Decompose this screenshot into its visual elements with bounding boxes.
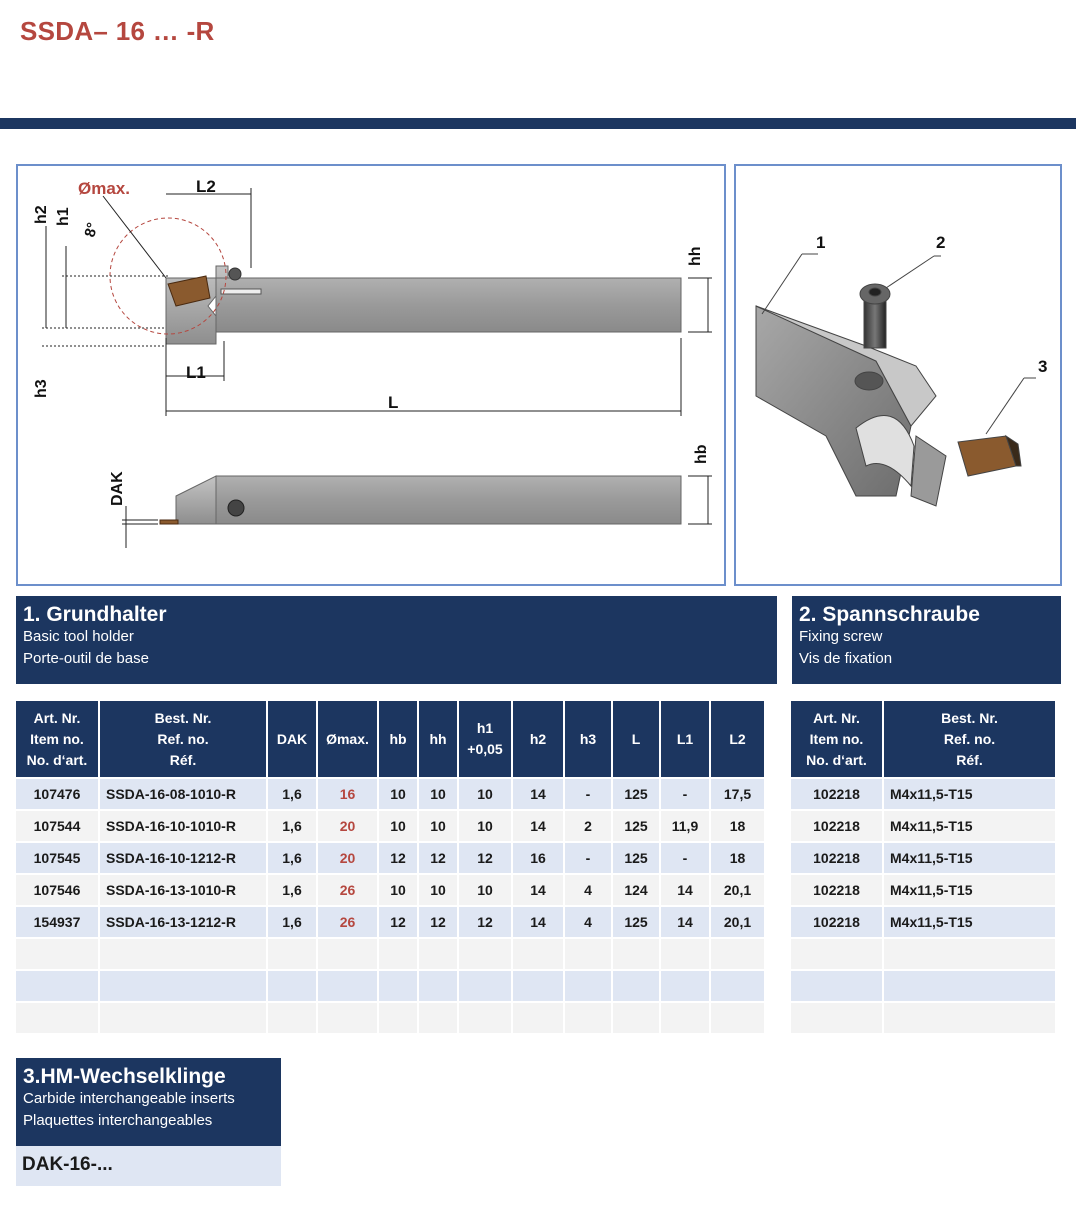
column-header xyxy=(16,701,98,777)
section-3-sub-fr: Plaquettes interchangeables xyxy=(23,1112,213,1129)
table-cell: 125 xyxy=(613,843,659,873)
table-cell xyxy=(379,1003,417,1033)
label-angle: 8° xyxy=(81,220,102,240)
table-cell: 102218 xyxy=(791,779,882,809)
table-cell xyxy=(613,1003,659,1033)
column-header-line: DAK xyxy=(276,730,308,747)
table-cell: - xyxy=(565,843,611,873)
column-header-line: h2 xyxy=(529,730,547,747)
table-cell: 12 xyxy=(419,843,457,873)
section-1-heading: 1. Grundhalter xyxy=(23,603,167,626)
table-cell xyxy=(711,939,764,969)
label-h2: h2 xyxy=(33,205,50,224)
table-cell: 124 xyxy=(613,875,659,905)
table-cell xyxy=(565,971,611,1001)
table-row xyxy=(16,907,764,937)
table-cell: 14 xyxy=(661,907,709,937)
column-header xyxy=(419,701,457,777)
column-header-line: +0,05 xyxy=(467,741,503,757)
column-header-line: No. d‘art. xyxy=(26,751,88,768)
table-row xyxy=(791,971,1055,1001)
table-row xyxy=(791,811,1055,841)
table-cell: M4x11,5-T15 xyxy=(884,875,1055,905)
table-cell xyxy=(419,939,457,969)
header-rule xyxy=(0,118,1076,129)
table-cell: 12 xyxy=(459,907,511,937)
section-2-sub-fr: Vis de fixation xyxy=(799,650,893,667)
callout-2: 2 xyxy=(936,233,946,252)
table-cell: SSDA-16-08-1010-R xyxy=(100,779,266,809)
table-cell: 10 xyxy=(459,811,511,841)
table-cell xyxy=(419,1003,457,1033)
table-cell: 14 xyxy=(513,811,563,841)
table-cell xyxy=(565,939,611,969)
column-header-line: Item no. xyxy=(809,730,864,747)
table-cell xyxy=(16,971,98,1001)
label-L2: L2 xyxy=(196,177,216,196)
table-cell xyxy=(100,1003,266,1033)
label-hh: hh xyxy=(687,246,704,266)
table-cell xyxy=(613,971,659,1001)
column-header-line: hh xyxy=(429,730,447,747)
table-cell xyxy=(791,939,882,969)
table-cell: 12 xyxy=(419,907,457,937)
column-header-line: No. d‘art. xyxy=(806,751,867,768)
table-cell xyxy=(268,939,316,969)
table-cell: - xyxy=(565,779,611,809)
label-omax: Ømax. xyxy=(78,179,130,198)
technical-drawing xyxy=(18,166,724,584)
table-cell: - xyxy=(661,779,709,809)
callout-3: 3 xyxy=(1038,357,1048,376)
label-L1: L1 xyxy=(186,363,206,382)
table-row xyxy=(16,875,764,905)
table-row xyxy=(16,971,764,1001)
table-cell: 18 xyxy=(711,811,764,841)
table-cell: 107545 xyxy=(16,843,98,873)
table-cell: 12 xyxy=(379,843,417,873)
label-h1: h1 xyxy=(55,207,72,226)
section-fixing-screw xyxy=(792,596,1061,684)
table-cell: M4x11,5-T15 xyxy=(884,779,1055,809)
table-cell xyxy=(711,971,764,1001)
section-2-heading: 2. Spannschraube xyxy=(799,603,980,626)
table-cell: 11,9 xyxy=(661,811,709,841)
table-cell xyxy=(791,971,882,1001)
table-cell: 102218 xyxy=(791,811,882,841)
table-cell: 10 xyxy=(419,875,457,905)
section-1-sub-en: Basic tool holder xyxy=(23,628,134,645)
table-cell: M4x11,5-T15 xyxy=(884,811,1055,841)
label-h3: h3 xyxy=(33,379,50,398)
table-cell: 107476 xyxy=(16,779,98,809)
page-title: SSDA– 16 … -R xyxy=(20,16,215,46)
table-cell: M4x11,5-T15 xyxy=(884,843,1055,873)
column-header xyxy=(459,701,511,777)
section-3-heading: 3.HM-Wechselklinge xyxy=(23,1065,226,1088)
table-row xyxy=(16,779,764,809)
column-header xyxy=(513,701,563,777)
column-header-line: Ref. no. xyxy=(157,730,209,747)
column-header-line: Item no. xyxy=(30,730,84,747)
table-cell: 10 xyxy=(379,811,417,841)
column-header xyxy=(613,701,659,777)
fixing-screw-table xyxy=(789,699,1057,1035)
table-row xyxy=(791,907,1055,937)
table-row xyxy=(791,1003,1055,1033)
section-basic-tool-holder xyxy=(16,596,777,684)
table-cell xyxy=(513,939,563,969)
table-cell: 102218 xyxy=(791,907,882,937)
column-header xyxy=(379,701,417,777)
table-cell: 10 xyxy=(379,875,417,905)
table-cell: 10 xyxy=(419,779,457,809)
column-header-line: L1 xyxy=(676,730,694,747)
table-cell: 12 xyxy=(459,843,511,873)
table-row xyxy=(16,843,764,873)
table-cell xyxy=(459,971,511,1001)
column-header xyxy=(711,701,764,777)
table-cell: 4 xyxy=(565,907,611,937)
table-cell xyxy=(419,971,457,1001)
column-header xyxy=(661,701,709,777)
table-cell: 154937 xyxy=(16,907,98,937)
table-cell xyxy=(565,1003,611,1033)
table-cell: 18 xyxy=(711,843,764,873)
table-cell: 107546 xyxy=(16,875,98,905)
table-cell: 10 xyxy=(379,779,417,809)
table-cell: 20,1 xyxy=(711,875,764,905)
table-cell xyxy=(513,971,563,1001)
column-header xyxy=(100,701,266,777)
table-cell xyxy=(884,939,1055,969)
table-cell xyxy=(268,971,316,1001)
table-cell: 102218 xyxy=(791,875,882,905)
table-cell xyxy=(661,939,709,969)
table-cell xyxy=(100,971,266,1001)
table-cell xyxy=(459,1003,511,1033)
table-cell: 14 xyxy=(513,907,563,937)
column-header-line: hb xyxy=(389,730,407,747)
section-2-sub-en: Fixing screw xyxy=(799,628,883,645)
table-cell: 125 xyxy=(613,779,659,809)
table-cell: 20 xyxy=(318,811,377,841)
column-header xyxy=(791,701,882,777)
table-cell: SSDA-16-13-1010-R xyxy=(100,875,266,905)
label-DAK: DAK xyxy=(109,471,126,506)
callout-1: 1 xyxy=(816,233,826,252)
table-cell: 1,6 xyxy=(268,779,316,809)
table-cell: 125 xyxy=(613,811,659,841)
table-cell xyxy=(791,1003,882,1033)
column-header xyxy=(884,701,1055,777)
column-header xyxy=(318,701,377,777)
table-cell: M4x11,5-T15 xyxy=(884,907,1055,937)
column-header xyxy=(268,701,316,777)
table-cell: SSDA-16-10-1212-R xyxy=(100,843,266,873)
section-1-sub-fr: Porte-outil de base xyxy=(23,650,149,667)
table-row xyxy=(791,875,1055,905)
table-cell: 10 xyxy=(459,779,511,809)
table-cell: - xyxy=(661,843,709,873)
table-cell xyxy=(379,939,417,969)
table-cell: 26 xyxy=(318,875,377,905)
table-cell: 1,6 xyxy=(268,811,316,841)
column-header-line: Art. Nr. xyxy=(813,709,860,726)
column-header-line: Réf. xyxy=(169,751,197,768)
table-cell: 12 xyxy=(379,907,417,937)
table-cell: 1,6 xyxy=(268,875,316,905)
table-cell: SSDA-16-13-1212-R xyxy=(100,907,266,937)
table-cell: 17,5 xyxy=(711,779,764,809)
table-cell: 102218 xyxy=(791,843,882,873)
table-cell: 14 xyxy=(513,779,563,809)
exploded-view-panel xyxy=(734,164,1062,586)
table-row xyxy=(791,939,1055,969)
table-row xyxy=(791,779,1055,809)
insert-code: DAK-16-... xyxy=(16,1146,281,1186)
column-header-line: Best. Nr. xyxy=(941,709,998,726)
label-L: L xyxy=(388,393,399,412)
table-cell xyxy=(318,939,377,969)
column-header xyxy=(565,701,611,777)
section-carbide-inserts xyxy=(16,1058,281,1146)
exploded-view xyxy=(736,166,1060,584)
column-header-line: Réf. xyxy=(956,751,983,768)
column-header-line: Art. Nr. xyxy=(33,709,81,726)
table-row xyxy=(16,1003,764,1033)
tool-holder-table xyxy=(14,699,766,1035)
table-cell xyxy=(379,971,417,1001)
table-cell xyxy=(884,971,1055,1001)
table-cell xyxy=(268,1003,316,1033)
table-cell: 14 xyxy=(661,875,709,905)
table-cell: 16 xyxy=(318,779,377,809)
table-cell: 1,6 xyxy=(268,843,316,873)
column-header-line: L xyxy=(631,730,641,747)
table-cell: 14 xyxy=(513,875,563,905)
column-header-line: L2 xyxy=(729,730,746,747)
table-cell xyxy=(884,1003,1055,1033)
table-cell: 107544 xyxy=(16,811,98,841)
table-cell xyxy=(318,971,377,1001)
column-header-line: h3 xyxy=(579,730,597,747)
table-cell: 10 xyxy=(419,811,457,841)
table-cell: 20,1 xyxy=(711,907,764,937)
table-cell: 125 xyxy=(613,907,659,937)
column-header-line: Best. Nr. xyxy=(154,709,212,726)
table-cell xyxy=(613,939,659,969)
table-row xyxy=(16,939,764,969)
table-cell: 4 xyxy=(565,875,611,905)
table-cell xyxy=(16,1003,98,1033)
section-3-sub-en: Carbide interchangeable inserts xyxy=(23,1090,235,1107)
table-row xyxy=(16,811,764,841)
table-cell: 10 xyxy=(459,875,511,905)
table-cell xyxy=(459,939,511,969)
column-header-line: h1 xyxy=(476,720,494,736)
table-cell xyxy=(513,1003,563,1033)
column-header-line: Ref. no. xyxy=(943,730,996,747)
table-cell xyxy=(16,939,98,969)
table-cell xyxy=(100,939,266,969)
table-row xyxy=(791,843,1055,873)
table-cell: 16 xyxy=(513,843,563,873)
table-cell: 1,6 xyxy=(268,907,316,937)
column-header-line: Ømax. xyxy=(326,730,369,747)
table-cell xyxy=(318,1003,377,1033)
table-cell xyxy=(711,1003,764,1033)
table-cell: SSDA-16-10-1010-R xyxy=(100,811,266,841)
table-cell: 2 xyxy=(565,811,611,841)
table-cell xyxy=(661,1003,709,1033)
technical-drawing-panel xyxy=(16,164,726,586)
label-hb: hb xyxy=(693,444,710,464)
table-cell: 20 xyxy=(318,843,377,873)
table-cell xyxy=(661,971,709,1001)
table-cell: 26 xyxy=(318,907,377,937)
